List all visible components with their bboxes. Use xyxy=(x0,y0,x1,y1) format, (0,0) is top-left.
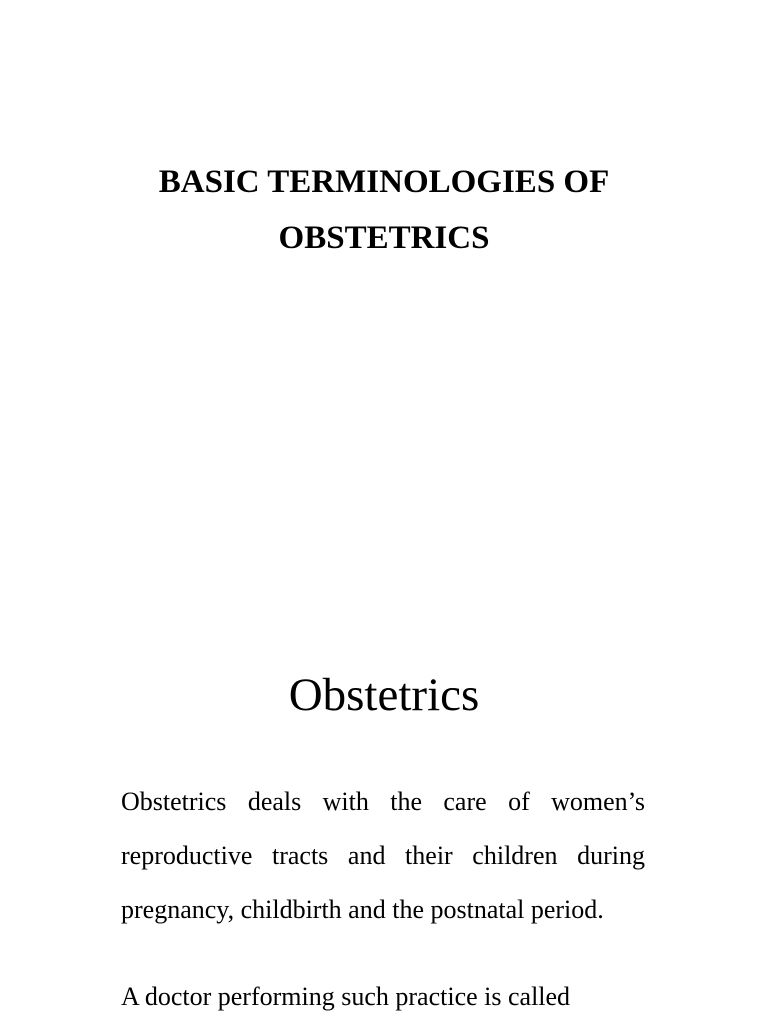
section-heading: Obstetrics xyxy=(288,669,480,721)
content-slide xyxy=(0,580,768,1024)
definition-paragraph: Obstetrics deals with the care of women’s reproductive tracts and their children during pregnancy, childbirth and the postnatal period. xyxy=(121,787,645,924)
continuation-paragraph: A doctor performing such practice is called xyxy=(121,982,571,1011)
page-title: BASIC TERMINOLOGIES OF OBSTETRICS xyxy=(158,164,610,256)
